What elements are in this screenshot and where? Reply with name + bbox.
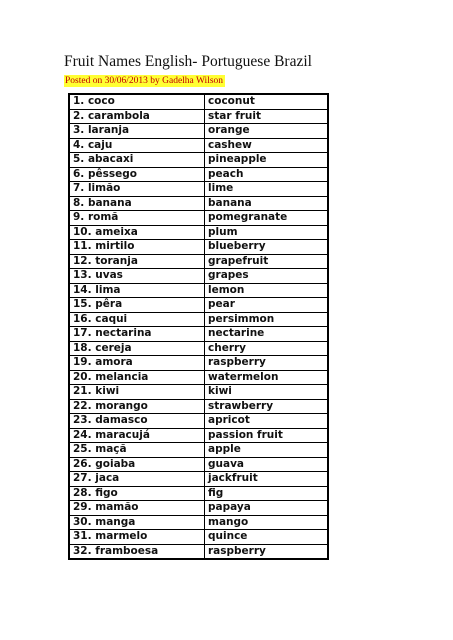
english-name-cell: raspberry bbox=[205, 356, 328, 371]
english-name-cell: jackfruit bbox=[205, 472, 328, 487]
english-name-cell: cashew bbox=[205, 138, 328, 153]
portuguese-name-cell: 22. morango bbox=[70, 399, 205, 414]
english-name-cell: grapes bbox=[205, 269, 328, 284]
table-row bbox=[70, 472, 328, 487]
portuguese-name-cell: 9. romã bbox=[70, 211, 205, 226]
english-name-cell: passion fruit bbox=[205, 428, 328, 443]
fruit-table-body bbox=[70, 95, 328, 559]
portuguese-name-cell: 13. uvas bbox=[70, 269, 205, 284]
table-row bbox=[70, 269, 328, 284]
portuguese-name-cell: 24. maracujá bbox=[70, 428, 205, 443]
table-row bbox=[70, 544, 328, 559]
english-name-cell: grapefruit bbox=[205, 254, 328, 269]
portuguese-name-cell: 5. abacaxi bbox=[70, 153, 205, 168]
fruit-names-table bbox=[69, 94, 328, 559]
table-row bbox=[70, 211, 328, 226]
english-name-cell: pomegranate bbox=[205, 211, 328, 226]
portuguese-name-cell: 14. lima bbox=[70, 283, 205, 298]
table-row bbox=[70, 283, 328, 298]
table-row bbox=[70, 341, 328, 356]
table-row bbox=[70, 370, 328, 385]
portuguese-name-cell: 27. jaca bbox=[70, 472, 205, 487]
portuguese-name-cell: 11. mirtilo bbox=[70, 240, 205, 255]
table-row bbox=[70, 515, 328, 530]
english-name-cell: raspberry bbox=[205, 544, 328, 559]
table-row bbox=[70, 196, 328, 211]
portuguese-name-cell: 29. mamão bbox=[70, 501, 205, 516]
portuguese-name-cell: 10. ameixa bbox=[70, 225, 205, 240]
table-row bbox=[70, 356, 328, 371]
english-name-cell: apricot bbox=[205, 414, 328, 429]
portuguese-name-cell: 1. coco bbox=[70, 95, 205, 110]
portuguese-name-cell: 21. kiwi bbox=[70, 385, 205, 400]
english-name-cell: apple bbox=[205, 443, 328, 458]
table-row bbox=[70, 312, 328, 327]
english-name-cell: kiwi bbox=[205, 385, 328, 400]
english-name-cell: star fruit bbox=[205, 109, 328, 124]
table-row bbox=[70, 457, 328, 472]
portuguese-name-cell: 15. pêra bbox=[70, 298, 205, 313]
table-row bbox=[70, 443, 328, 458]
portuguese-name-cell: 17. nectarina bbox=[70, 327, 205, 342]
table-row bbox=[70, 182, 328, 197]
table-row bbox=[70, 95, 328, 110]
english-name-cell: persimmon bbox=[205, 312, 328, 327]
portuguese-name-cell: 25. maçã bbox=[70, 443, 205, 458]
document-title: Fruit Names English- Portuguese Brazil bbox=[64, 53, 312, 70]
english-name-cell: lime bbox=[205, 182, 328, 197]
portuguese-name-cell: 20. melancia bbox=[70, 370, 205, 385]
portuguese-name-cell: 31. marmelo bbox=[70, 530, 205, 545]
english-name-cell: peach bbox=[205, 167, 328, 182]
table-row bbox=[70, 124, 328, 139]
table-row bbox=[70, 327, 328, 342]
portuguese-name-cell: 28. figo bbox=[70, 486, 205, 501]
portuguese-name-cell: 3. laranja bbox=[70, 124, 205, 139]
portuguese-name-cell: 18. cereja bbox=[70, 341, 205, 356]
table-row bbox=[70, 167, 328, 182]
portuguese-name-cell: 30. manga bbox=[70, 515, 205, 530]
table-row bbox=[70, 399, 328, 414]
english-name-cell: blueberry bbox=[205, 240, 328, 255]
english-name-cell: mango bbox=[205, 515, 328, 530]
table-row bbox=[70, 428, 328, 443]
table-row bbox=[70, 501, 328, 516]
post-meta-highlight: Posted on 30/06/2013 by Gadelha Wilson bbox=[65, 76, 224, 86]
english-name-cell: orange bbox=[205, 124, 328, 139]
table-row bbox=[70, 225, 328, 240]
table-row bbox=[70, 109, 328, 124]
english-name-cell: nectarine bbox=[205, 327, 328, 342]
portuguese-name-cell: 23. damasco bbox=[70, 414, 205, 429]
english-name-cell: plum bbox=[205, 225, 328, 240]
table-row bbox=[70, 240, 328, 255]
english-name-cell: guava bbox=[205, 457, 328, 472]
english-name-cell: lemon bbox=[205, 283, 328, 298]
english-name-cell: pear bbox=[205, 298, 328, 313]
english-name-cell: coconut bbox=[205, 95, 328, 110]
english-name-cell: watermelon bbox=[205, 370, 328, 385]
table-row bbox=[70, 153, 328, 168]
portuguese-name-cell: 2. carambola bbox=[70, 109, 205, 124]
table-row bbox=[70, 298, 328, 313]
portuguese-name-cell: 7. limão bbox=[70, 182, 205, 197]
english-name-cell: cherry bbox=[205, 341, 328, 356]
portuguese-name-cell: 4. caju bbox=[70, 138, 205, 153]
table-row bbox=[70, 530, 328, 545]
table-row bbox=[70, 486, 328, 501]
english-name-cell: strawberry bbox=[205, 399, 328, 414]
table-row bbox=[70, 138, 328, 153]
table-row bbox=[70, 254, 328, 269]
table-row bbox=[70, 385, 328, 400]
english-name-cell: papaya bbox=[205, 501, 328, 516]
portuguese-name-cell: 6. pêssego bbox=[70, 167, 205, 182]
portuguese-name-cell: 32. framboesa bbox=[70, 544, 205, 559]
english-name-cell: quince bbox=[205, 530, 328, 545]
english-name-cell: banana bbox=[205, 196, 328, 211]
english-name-cell: fig bbox=[205, 486, 328, 501]
portuguese-name-cell: 12. toranja bbox=[70, 254, 205, 269]
english-name-cell: pineapple bbox=[205, 153, 328, 168]
portuguese-name-cell: 16. caqui bbox=[70, 312, 205, 327]
portuguese-name-cell: 26. goiaba bbox=[70, 457, 205, 472]
table-row bbox=[70, 414, 328, 429]
portuguese-name-cell: 8. banana bbox=[70, 196, 205, 211]
portuguese-name-cell: 19. amora bbox=[70, 356, 205, 371]
